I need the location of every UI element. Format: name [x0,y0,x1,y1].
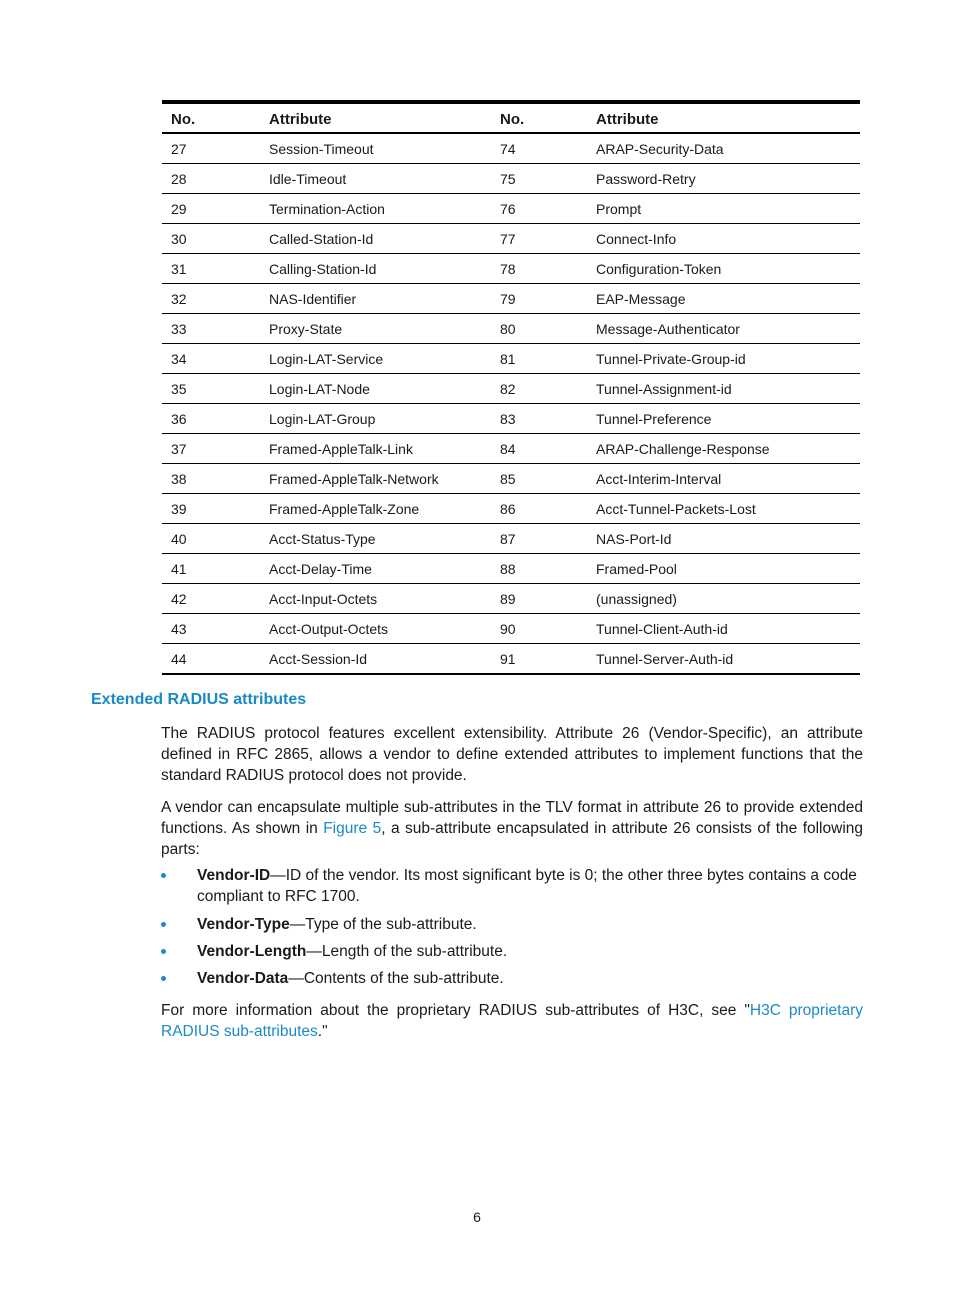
cell-attribute: Framed-AppleTalk-Zone [260,494,491,524]
bullet-term: Vendor-Data [197,970,289,987]
cell-attribute: Termination-Action [260,194,491,224]
list-item [161,914,863,935]
table-row [162,133,860,164]
header-attribute: Attribute [260,102,491,133]
header-no-2: No. [491,102,587,133]
bullet-text: —Length of the sub-attribute. [306,943,508,960]
bullet-text: —Contents of the sub-attribute. [288,970,504,987]
radius-attributes-table [162,100,860,675]
cell-attribute: Login-LAT-Service [260,344,491,374]
page-number: 6 [473,1209,481,1225]
cell-no: 29 [162,194,260,224]
cell-attribute: Acct-Input-Octets [260,584,491,614]
cell-attribute-2: Connect-Info [587,224,860,254]
cell-attribute-2: ARAP-Security-Data [587,133,860,164]
cell-attribute-2: Acct-Interim-Interval [587,464,860,494]
cell-attribute: Framed-AppleTalk-Network [260,464,491,494]
header-attribute-2: Attribute [587,102,860,133]
cell-no: 37 [162,434,260,464]
bullet-icon [161,873,166,878]
cell-no: 40 [162,524,260,554]
cell-no: 42 [162,584,260,614]
table-row [162,404,860,434]
intro-paragraph: The RADIUS protocol features excellent extensibility. Attribute 26 (Vendor-Specific), an attribute defined in RFC 2865, allows a vendor to define extended attributes to implement functions that the standard RADIUS protocol does not provide. [161,725,863,784]
cell-attribute: Session-Timeout [260,133,491,164]
cell-attribute-2: Tunnel-Private-Group-id [587,344,860,374]
cell-attribute-2: EAP-Message [587,284,860,314]
cell-no-2: 90 [491,614,587,644]
table-row [162,434,860,464]
cell-attribute: NAS-Identifier [260,284,491,314]
cell-no-2: 81 [491,344,587,374]
cell-no: 43 [162,614,260,644]
cell-attribute: Idle-Timeout [260,164,491,194]
cell-no-2: 74 [491,133,587,164]
cell-no: 34 [162,344,260,374]
list-item [161,865,863,907]
h3c-sub-attributes-link[interactable]: H3C proprietary RADIUS sub-attributes [161,1002,863,1040]
more-info-paragraph [161,1000,863,1042]
cell-no-2: 89 [491,584,587,614]
cell-no-2: 77 [491,224,587,254]
cell-attribute-2: Tunnel-Server-Auth-id [596,650,734,667]
cell-no: 28 [162,164,260,194]
cell-attribute-2: ARAP-Challenge-Response [587,434,860,464]
table-row [162,614,860,644]
cell-no-2: 80 [491,314,587,344]
cell-attribute-2: NAS-Port-Id [587,524,860,554]
more-info-text-2: ." [317,1023,328,1040]
cell-attribute-2: Password-Retry [587,164,860,194]
cell-no: 31 [162,254,260,284]
table-row [162,554,860,584]
cell-no-2: 84 [491,434,587,464]
cell-attribute-2: Configuration-Token [587,254,860,284]
cell-attribute-2: Tunnel-Assignment-id [587,374,860,404]
cell-no: 35 [162,374,260,404]
cell-no-2: 87 [491,524,587,554]
cell-no-2: 82 [491,374,587,404]
cell-no: 36 [162,404,260,434]
section-heading: Extended RADIUS attributes [91,691,307,708]
cell-no-2: 88 [491,554,587,584]
table-row [162,344,860,374]
cell-no-2: 85 [491,464,587,494]
table-row [162,254,860,284]
cell-no: 33 [162,314,260,344]
cell-no-2: 79 [491,284,587,314]
cell-attribute-2: Tunnel-Preference [587,404,860,434]
table-row [162,524,860,554]
cell-no: 32 [162,284,260,314]
header-no: No. [162,102,260,133]
table-row [162,164,860,194]
table-row [162,194,860,224]
table-row [162,374,860,404]
cell-attribute: Framed-AppleTalk-Link [260,434,491,464]
cell-no-2: 75 [491,164,587,194]
cell-attribute-2: Message-Authenticator [587,314,860,344]
bullet-icon [161,976,166,981]
cell-attribute: Login-LAT-Node [260,374,491,404]
table-row [162,494,860,524]
cell-attribute: Proxy-State [260,314,491,344]
list-item [161,941,863,962]
cell-no: 30 [162,224,260,254]
cell-no-2: 91 [500,650,516,667]
bullet-icon [161,949,166,954]
cell-no: 38 [162,464,260,494]
bullet-term: Vendor-ID [197,867,271,884]
cell-attribute-2: Acct-Tunnel-Packets-Lost [587,494,860,524]
table-row [162,584,860,614]
cell-no: 39 [162,494,260,524]
list-item [161,968,863,989]
more-info-text-1: For more information about the proprietary RADIUS sub-attributes of H3C, see " [161,1002,750,1019]
cell-attribute-2: Prompt [587,194,860,224]
bullet-term: Vendor-Length [197,943,307,960]
table-row [162,644,860,675]
table-row [162,284,860,314]
tlv-paragraph [161,797,863,860]
cell-attribute: Called-Station-Id [260,224,491,254]
cell-attribute-2: Tunnel-Client-Auth-id [587,614,860,644]
bullet-text: —ID of the vendor. Its most significant byte is 0; the other three bytes contains a code compliant to RFC 1700. [197,867,857,905]
bullet-text: —Type of the sub-attribute. [289,916,477,933]
cell-attribute-2: Framed-Pool [587,554,860,584]
table-row [162,224,860,254]
cell-attribute: Acct-Output-Octets [260,614,491,644]
cell-attribute: Calling-Station-Id [260,254,491,284]
cell-no: 44 [171,650,187,667]
cell-attribute: Acct-Delay-Time [260,554,491,584]
cell-no-2: 83 [491,404,587,434]
cell-attribute: Acct-Session-Id [269,650,368,667]
table-header-row [162,102,860,133]
tlv-paragraph-text-2: , a sub-attribute encapsulated in attribute 26 consists of the following parts: [161,820,864,858]
table-row [162,464,860,494]
cell-no-2: 86 [491,494,587,524]
table-row [162,314,860,344]
cell-attribute: Login-LAT-Group [260,404,491,434]
bullet-term: Vendor-Type [197,916,290,933]
cell-no-2: 78 [491,254,587,284]
figure-5-link[interactable]: Figure 5 [323,820,382,837]
bullet-icon [161,922,166,927]
cell-attribute-2: (unassigned) [587,584,860,614]
sub-attribute-parts-list [161,865,863,989]
cell-no: 41 [162,554,260,584]
tlv-paragraph-text-1: A vendor can encapsulate multiple sub-attributes in the TLV format in attribute 26 to provide extended functions. As shown in [161,799,863,837]
cell-attribute: Acct-Status-Type [260,524,491,554]
cell-no-2: 76 [491,194,587,224]
cell-no: 27 [162,133,260,164]
table-body [162,133,860,674]
